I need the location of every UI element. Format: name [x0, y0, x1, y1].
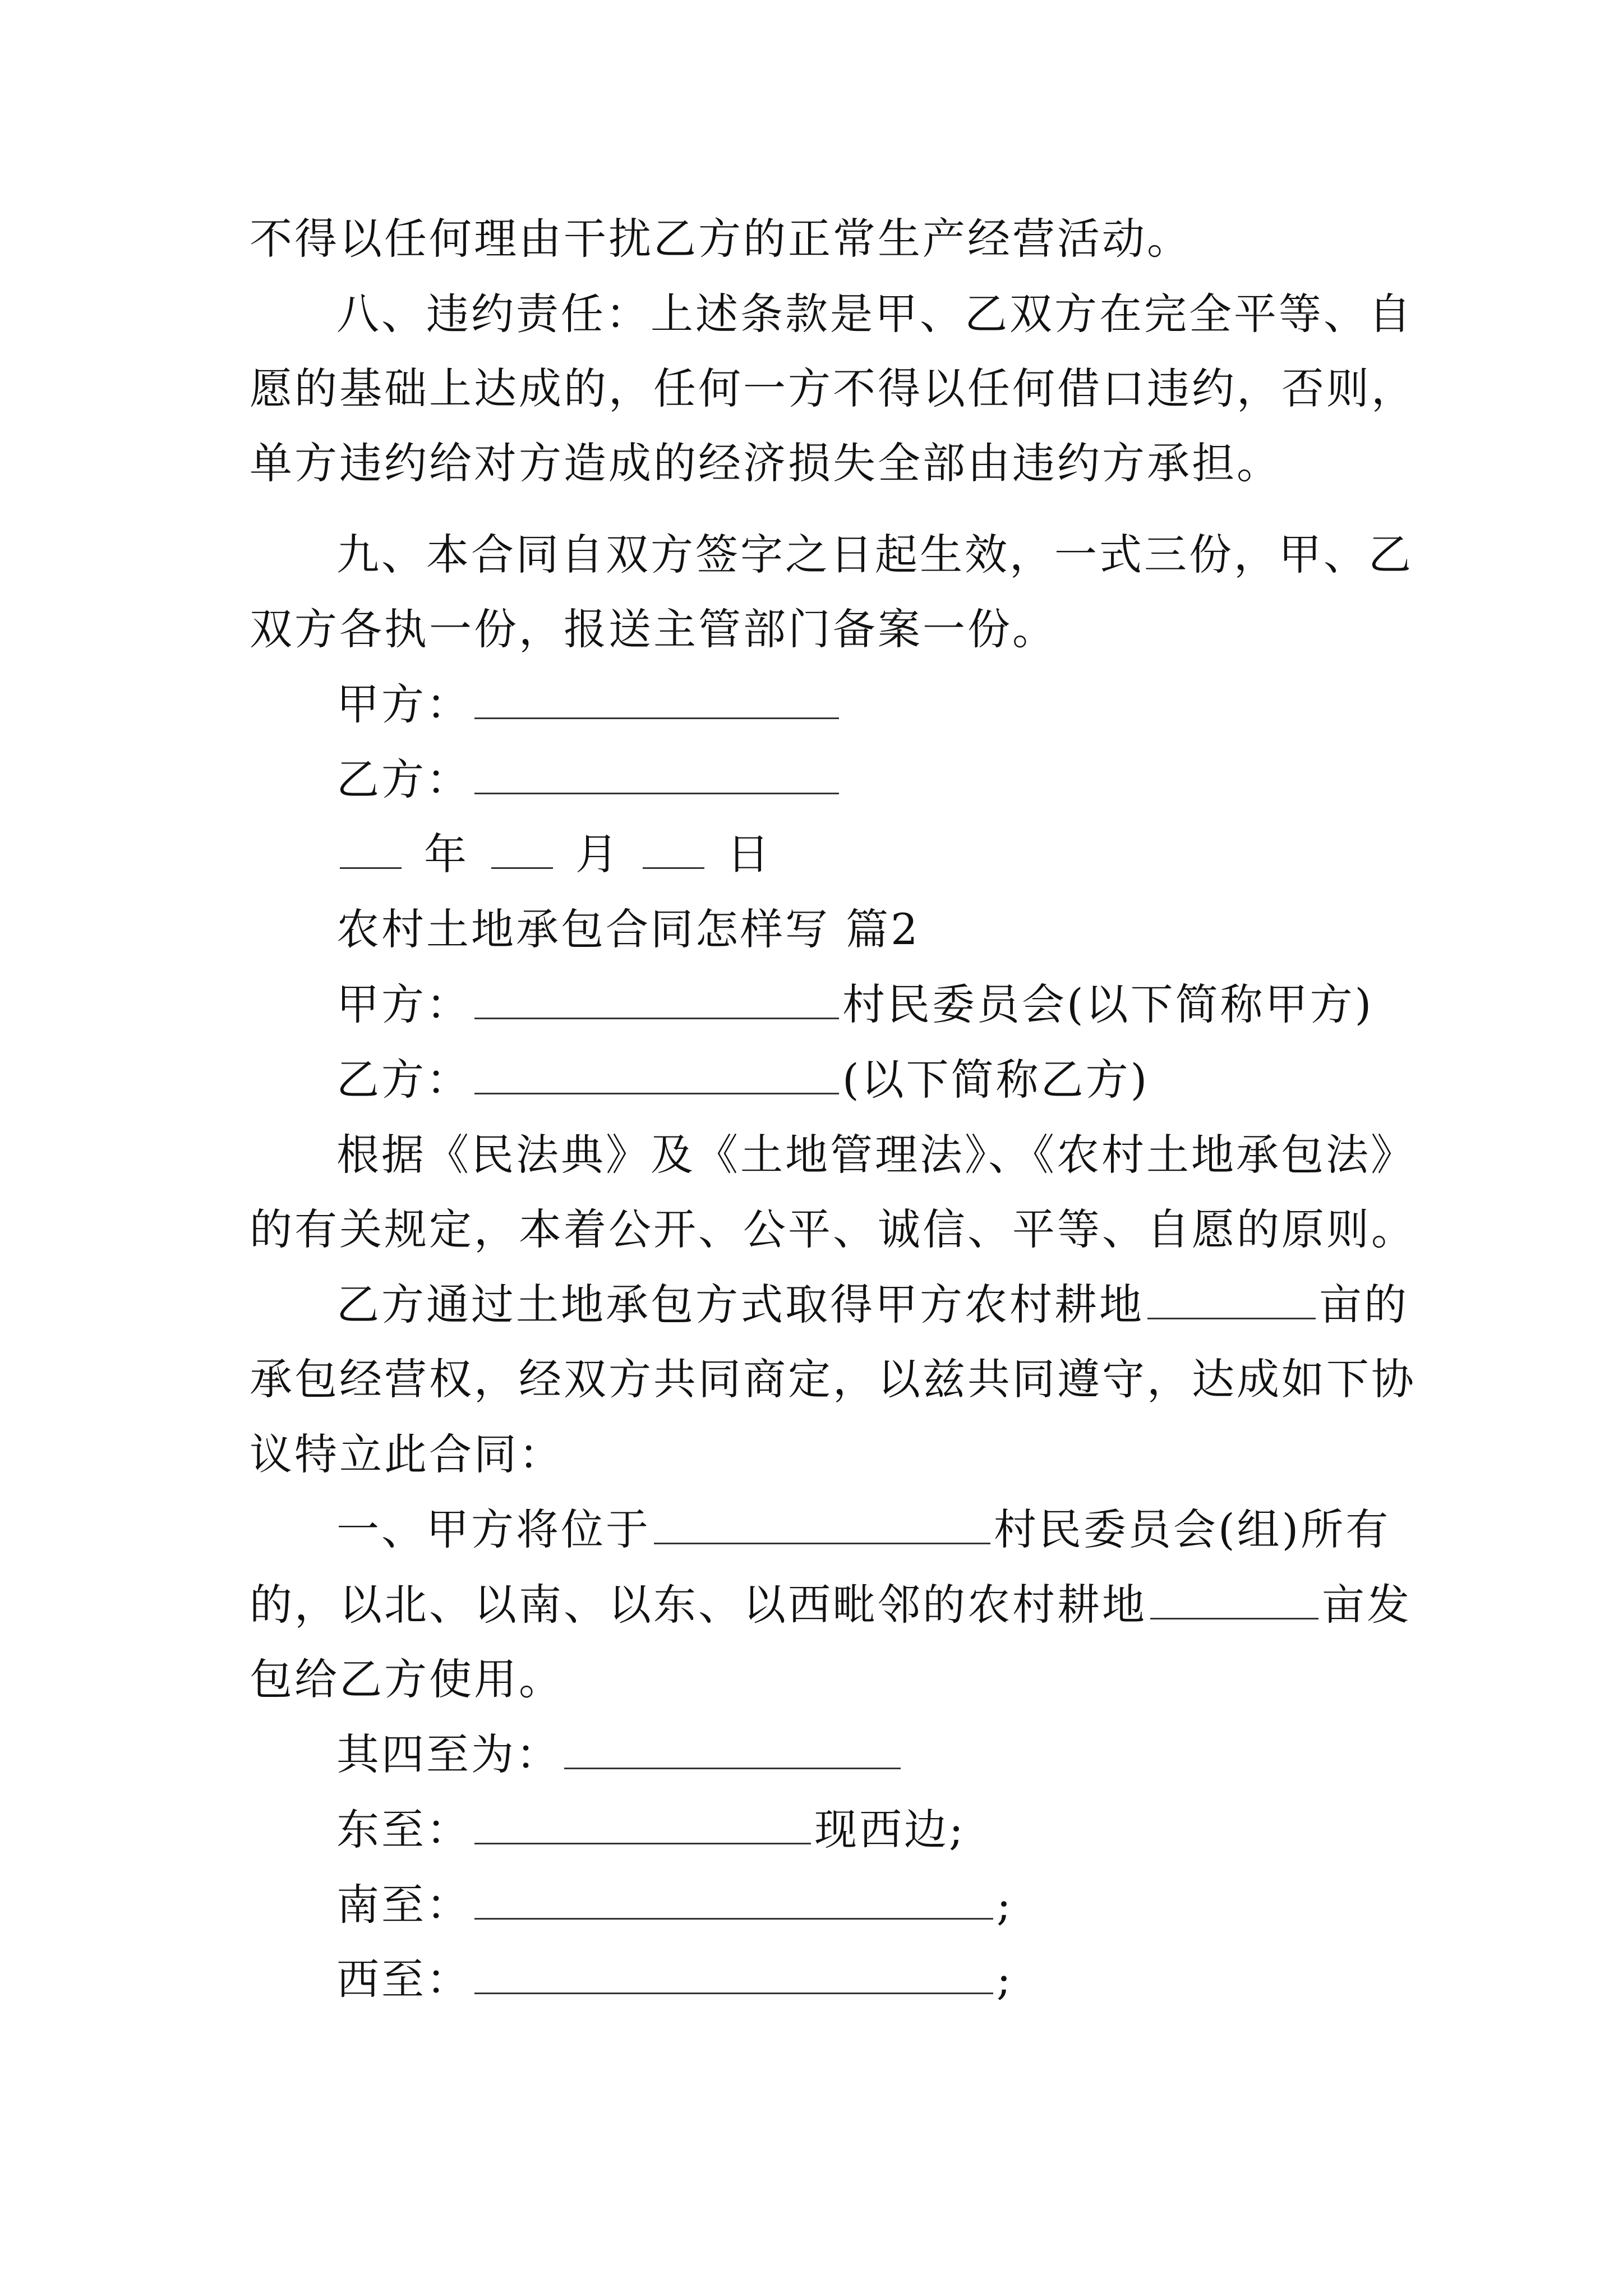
- day-label: 日: [727, 829, 772, 879]
- contract-party-b: [336, 1052, 1149, 1108]
- bounds-blank: [564, 1728, 901, 1769]
- party-a-suffix: 村民委员会(以下简称甲方): [842, 979, 1374, 1029]
- paragraph-line: [250, 1577, 1412, 1633]
- party-b-blank: [474, 1053, 839, 1094]
- paragraph-line: 不得以任何理由干扰乙方的正常生产经营活动。: [250, 214, 1192, 264]
- west-blank: [474, 1953, 993, 1994]
- text-segment: 村民委员会(组)所有: [994, 1504, 1391, 1554]
- west-bound-line: [336, 1952, 1013, 2008]
- south-blank: [474, 1879, 993, 1920]
- paragraph-line: 包给乙方使用。: [250, 1654, 564, 1704]
- signature-party-a: [336, 677, 842, 733]
- text-segment: 一、甲方将位于: [336, 1504, 651, 1554]
- contract-party-a: [336, 977, 1373, 1033]
- bounds-line: [336, 1727, 904, 1783]
- text-segment: 的，以北、以南、以东、以西毗邻的农村耕地: [250, 1580, 1147, 1630]
- signature-party-b: [336, 752, 842, 808]
- paragraph-line: 根据《民法典》及《土地管理法》、《农村土地承包法》: [336, 1130, 1415, 1180]
- party-a-blank: [474, 978, 839, 1019]
- paragraph-line: [336, 1502, 1390, 1558]
- year-label: 年: [424, 829, 469, 879]
- south-label: 南至：: [336, 1880, 471, 1930]
- east-blank: [474, 1803, 811, 1844]
- east-label: 东至：: [336, 1805, 471, 1855]
- signature-blank: [474, 678, 839, 719]
- year-blank: [340, 828, 402, 869]
- party-a-label: 甲方：: [336, 679, 471, 729]
- paragraph-line: 九、本合同自双方签字之日起生效，一式三份，甲、乙: [336, 530, 1413, 579]
- text-segment: 亩的: [1319, 1280, 1409, 1329]
- paragraph-line: 承包经营权，经双方共同商定，以兹共同遵守，达成如下协: [250, 1354, 1416, 1404]
- paragraph-line: 单方违约给对方造成的经济损失全部由违约方承担。: [250, 438, 1281, 488]
- text-segment: 亩发: [1322, 1580, 1412, 1630]
- signature-date: [336, 826, 772, 882]
- paragraph-line: 议特立此合同：: [250, 1429, 564, 1479]
- area-blank: [1147, 1278, 1316, 1319]
- west-suffix: ;: [997, 1954, 1013, 2004]
- paragraph-line: 八、违约责任：上述条款是甲、乙双方在完全平等、自: [336, 289, 1413, 339]
- text-segment: 乙方通过土地承包方式取得甲方农村耕地: [336, 1280, 1144, 1329]
- south-suffix: ;: [997, 1880, 1013, 1930]
- section-title: 农村土地承包合同怎样写 篇2: [336, 904, 920, 954]
- paragraph-line: 的有关规定，本着公开、公平、诚信、平等、自愿的原则。: [250, 1204, 1416, 1254]
- paragraph-line: 双方各执一份，报送主管部门备案一份。: [250, 604, 1057, 654]
- month-label: 月: [575, 829, 620, 879]
- west-label: 西至：: [336, 1954, 471, 2004]
- area-blank: [1150, 1579, 1318, 1619]
- bounds-label: 其四至为：: [336, 1729, 561, 1779]
- paragraph-line: 愿的基础上达成的，任何一方不得以任何借口违约，否则，: [250, 364, 1416, 413]
- party-b-label: 乙方：: [336, 754, 471, 804]
- month-blank: [491, 828, 553, 869]
- signature-blank: [474, 753, 839, 794]
- day-blank: [643, 828, 704, 869]
- east-suffix: 现西边;: [814, 1805, 966, 1855]
- east-bound-line: [336, 1802, 966, 1858]
- location-blank: [654, 1503, 990, 1544]
- paragraph-line: [336, 1277, 1409, 1333]
- party-b-suffix: (以下简称乙方): [842, 1055, 1150, 1105]
- party-a-label: 甲方：: [336, 979, 471, 1029]
- party-b-label: 乙方：: [336, 1055, 471, 1105]
- south-bound-line: [336, 1877, 1013, 1933]
